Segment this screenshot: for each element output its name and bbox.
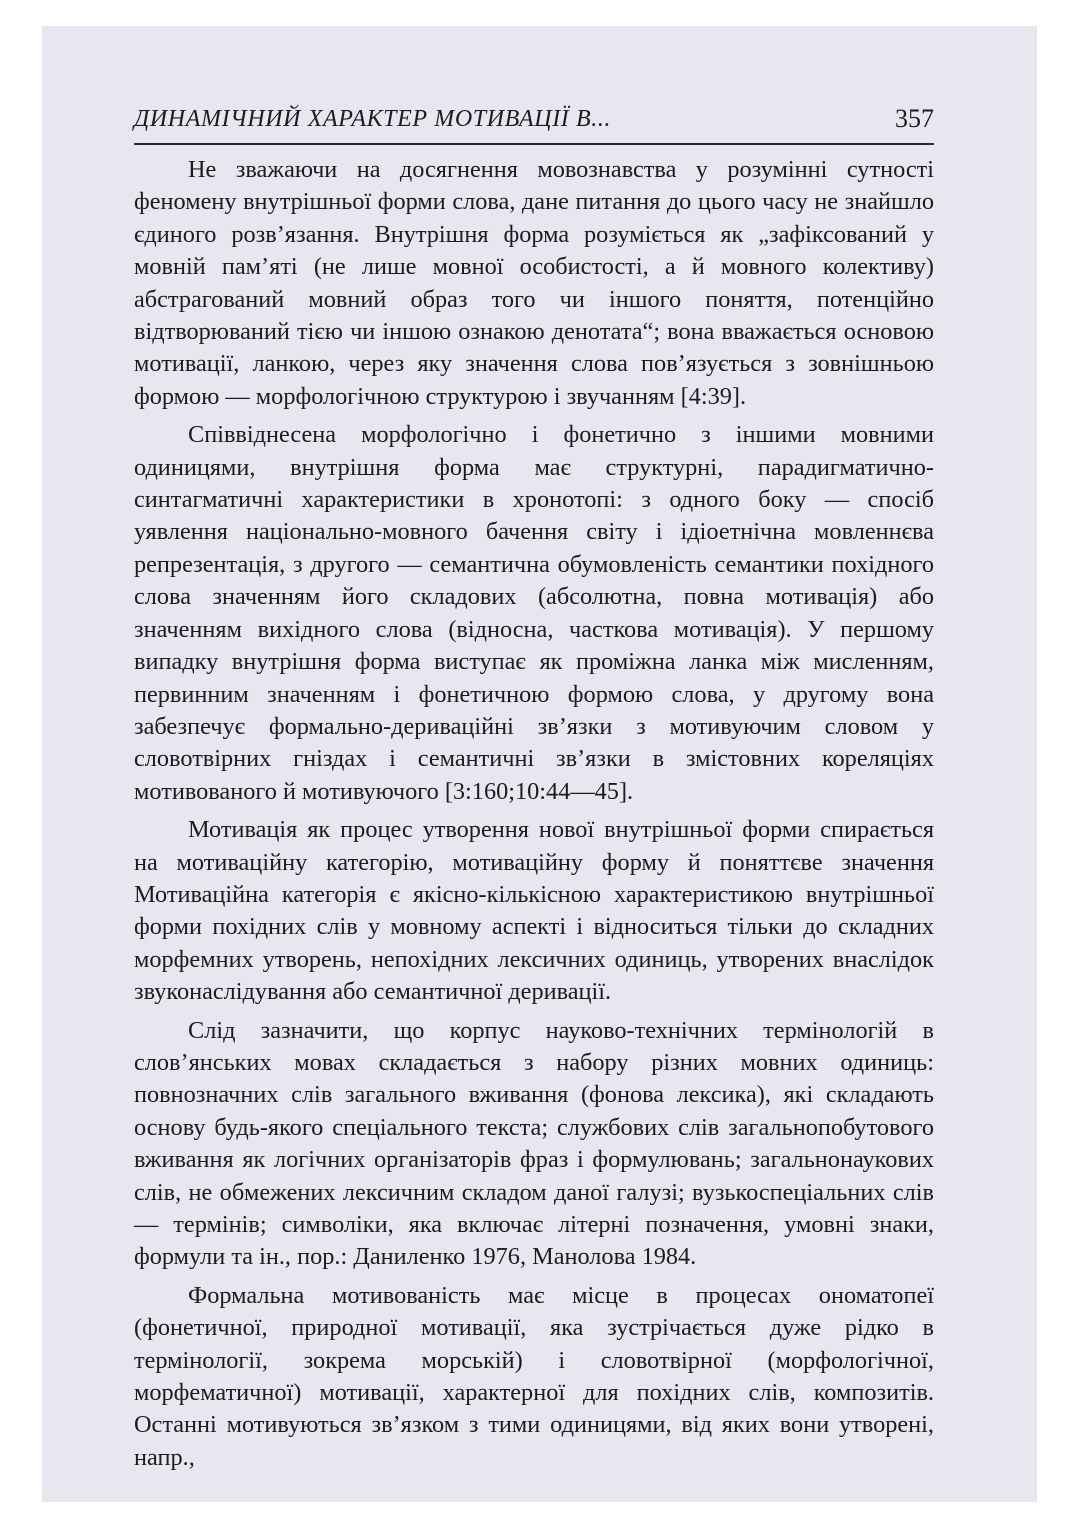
page-header	[134, 106, 934, 140]
header-rule	[134, 143, 934, 145]
paragraph-2: Співвіднесена морфологічно і фонетично з іншими мовними одиницями, внутрішня форма має структурні, парадигматично-синтагматичні характеристики в хронотопі: з одного боку — спосіб уявлення національно-мовного бачення світу і ідіоетнічна мовленнєва репрезентація, з другого — семантична обумовленість семантики похідного слова значенням його складових (абсолютна, повна мотивація) або значенням вихідного слова (відносна, часткова мотивація). У першому випадку внутрішня форма виступає як проміжна ланка між мисленням, первинним значенням і фонетичною формою слова, у другому вона забезпечує формально-дериваційні зв’язки з мотивуючим словом у словотвірних гніздах і семантичні зв’язки в змістовних кореляціях мотивованого й мотивуючого [3:160;10:44—45].	[134, 421, 934, 805]
paragraph-4: Слід зазначити, що корпус науково-технічних термінологій в слов’янських мовах складається з набору різних мовних одиниць: повнозначних слів загального вживання (фонова лексика), які складають основу будь-якого спеціального текста; службових слів загальнопобутового вживання як логічних організаторів фраз і формулювань; загальнонаукових слів, не обмежених лексичним складом даної галузі; вузькоспеціальних слів — термінів; символіки, яка включає літерні позначення, умовні знаки, формули та ін., пор.: Даниленко 1976, Манолова 1984.	[134, 1016, 934, 1271]
running-title: ДИНАМІЧНИЙ ХАРАКТЕР МОТИВАЦІЇ В...	[134, 106, 612, 132]
paragraph-3: Мотивація як процес утворення нової внутрішньої форми спирається на мотиваційну категорію, мотиваційну форму й поняттєве значення Мотиваційна категорія є якісно-кількісною характеристикою внутрішньої форми похідних слів у мовному аспекті і відноситься тільки до складних морфемних утворень, непохідних лексичних одиниць, утворених внаслідок звуконаслідування або семантичної деривації.	[134, 816, 934, 1006]
paragraph-5: Формальна мотивованість має місце в процесах ономатопеї (фонетичної, природної мотивації, яка зустрічається дуже рідко в термінології, зокрема морській) і словотвірної (морфологічної, морфематичної) мотивації, характерної для похідних слів, композитів. Останні мотивуються зв’язком з тими одиницями, від яких вони утворені, напр.,	[134, 1281, 934, 1471]
body-text	[134, 154, 934, 1480]
page-number: 357	[895, 104, 934, 133]
paragraph-1: Не зважаючи на досягнення мовознавства у розумінні сутності феномену внутрішньої форми слова, дане питання до цього часу не знайшло єдиного розв’язання. Внутрішня форма розуміється як „зафіксований у мовній пам’яті (не лише мовної особистості, а й мовного колективу) абстрагований мовний образ того чи іншого поняття, потенційно відтворюваний тією чи іншою ознакою денотата“; вона вважається основою мотивації, ланкою, через яку значення слова пов’язується з зовнішньою формою — морфологічною структурою і звучанням [4:39].	[134, 156, 934, 410]
